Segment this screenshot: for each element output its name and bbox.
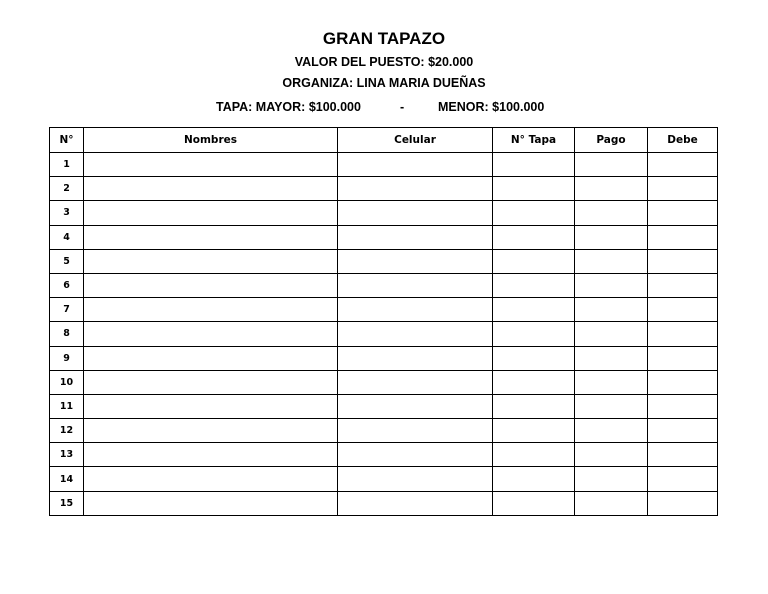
table-row — [50, 419, 718, 443]
tapa-separator: - — [400, 100, 405, 114]
celular-cell[interactable] — [338, 153, 493, 177]
celular-cell[interactable] — [338, 467, 493, 491]
celular-cell[interactable] — [338, 177, 493, 201]
pago-cell[interactable] — [575, 201, 648, 225]
row-number: 12 — [50, 419, 84, 443]
valor-puesto: VALOR DEL PUESTO: $20.000 — [294, 55, 474, 69]
col-header-tapa: N° Tapa — [493, 128, 575, 153]
nombres-cell[interactable] — [84, 201, 338, 225]
tapa-menor: MENOR: $100.000 — [438, 100, 545, 114]
pago-cell[interactable] — [575, 394, 648, 418]
nombres-cell[interactable] — [84, 419, 338, 443]
nombres-cell[interactable] — [84, 273, 338, 297]
table-row — [50, 225, 718, 249]
nombres-cell[interactable] — [84, 370, 338, 394]
pago-cell[interactable] — [575, 491, 648, 515]
pago-cell[interactable] — [575, 346, 648, 370]
debe-cell[interactable] — [648, 394, 718, 418]
debe-cell[interactable] — [648, 273, 718, 297]
row-number: 11 — [50, 394, 84, 418]
row-number: 15 — [50, 491, 84, 515]
table-row — [50, 443, 718, 467]
tapa-cell[interactable] — [493, 225, 575, 249]
pago-cell[interactable] — [575, 443, 648, 467]
table-row — [50, 467, 718, 491]
celular-cell[interactable] — [338, 346, 493, 370]
tapa-cell[interactable] — [493, 177, 575, 201]
col-header-celular: Celular — [338, 128, 493, 153]
table-row — [50, 177, 718, 201]
table-row — [50, 298, 718, 322]
table-row — [50, 273, 718, 297]
table-row — [50, 370, 718, 394]
debe-cell[interactable] — [648, 467, 718, 491]
pago-cell[interactable] — [575, 177, 648, 201]
pago-cell[interactable] — [575, 467, 648, 491]
debe-cell[interactable] — [648, 201, 718, 225]
table-row — [50, 201, 718, 225]
row-number: 7 — [50, 298, 84, 322]
tapa-cell[interactable] — [493, 467, 575, 491]
registration-table — [49, 127, 718, 516]
pago-cell[interactable] — [575, 298, 648, 322]
table-row — [50, 153, 718, 177]
tapa-cell[interactable] — [493, 273, 575, 297]
pago-cell[interactable] — [575, 419, 648, 443]
nombres-cell[interactable] — [84, 443, 338, 467]
celular-cell[interactable] — [338, 491, 493, 515]
pago-cell[interactable] — [575, 249, 648, 273]
celular-cell[interactable] — [338, 249, 493, 273]
pago-cell[interactable] — [575, 225, 648, 249]
tapa-cell[interactable] — [493, 394, 575, 418]
tapa-cell[interactable] — [493, 201, 575, 225]
tapa-cell[interactable] — [493, 491, 575, 515]
row-number: 14 — [50, 467, 84, 491]
nombres-cell[interactable] — [84, 467, 338, 491]
debe-cell[interactable] — [648, 370, 718, 394]
debe-cell[interactable] — [648, 298, 718, 322]
celular-cell[interactable] — [338, 225, 493, 249]
table-row — [50, 249, 718, 273]
row-number: 10 — [50, 370, 84, 394]
tapa-cell[interactable] — [493, 419, 575, 443]
row-number: 8 — [50, 322, 84, 346]
page-title: GRAN TAPAZO — [322, 29, 446, 48]
row-number: 9 — [50, 346, 84, 370]
tapa-cell[interactable] — [493, 443, 575, 467]
col-header-nombres: Nombres — [84, 128, 338, 153]
nombres-cell[interactable] — [84, 346, 338, 370]
tapa-cell[interactable] — [493, 346, 575, 370]
debe-cell[interactable] — [648, 419, 718, 443]
row-number: 4 — [50, 225, 84, 249]
debe-cell[interactable] — [648, 443, 718, 467]
tapa-mayor: TAPA: MAYOR: $100.000 — [216, 100, 361, 114]
pago-cell[interactable] — [575, 370, 648, 394]
celular-cell[interactable] — [338, 394, 493, 418]
table-row — [50, 346, 718, 370]
debe-cell[interactable] — [648, 225, 718, 249]
celular-cell[interactable] — [338, 273, 493, 297]
row-number: 2 — [50, 177, 84, 201]
celular-cell[interactable] — [338, 322, 493, 346]
row-number: 3 — [50, 201, 84, 225]
tapa-cell[interactable] — [493, 153, 575, 177]
table-row — [50, 394, 718, 418]
table-row — [50, 491, 718, 515]
debe-cell[interactable] — [648, 346, 718, 370]
debe-cell[interactable] — [648, 491, 718, 515]
nombres-cell[interactable] — [84, 153, 338, 177]
debe-cell[interactable] — [648, 322, 718, 346]
nombres-cell[interactable] — [84, 322, 338, 346]
celular-cell[interactable] — [338, 419, 493, 443]
celular-cell[interactable] — [338, 370, 493, 394]
debe-cell[interactable] — [648, 177, 718, 201]
row-number: 5 — [50, 249, 84, 273]
tapa-cell[interactable] — [493, 249, 575, 273]
nombres-cell[interactable] — [84, 225, 338, 249]
celular-cell[interactable] — [338, 298, 493, 322]
nombres-cell[interactable] — [84, 491, 338, 515]
pago-cell[interactable] — [575, 153, 648, 177]
nombres-cell[interactable] — [84, 177, 338, 201]
debe-cell[interactable] — [648, 249, 718, 273]
col-header-numero: N° — [50, 128, 84, 153]
debe-cell[interactable] — [648, 153, 718, 177]
tapa-cell[interactable] — [493, 298, 575, 322]
nombres-cell[interactable] — [84, 298, 338, 322]
row-number: 6 — [50, 273, 84, 297]
pago-cell[interactable] — [575, 322, 648, 346]
table-header-row — [50, 128, 718, 153]
col-header-pago: Pago — [575, 128, 648, 153]
nombres-cell[interactable] — [84, 394, 338, 418]
organiza: ORGANIZA: LINA MARIA DUEÑAS — [282, 76, 486, 90]
row-number: 1 — [50, 153, 84, 177]
row-number: 13 — [50, 443, 84, 467]
col-header-debe: Debe — [648, 128, 718, 153]
tapa-cell[interactable] — [493, 322, 575, 346]
nombres-cell[interactable] — [84, 249, 338, 273]
table-row — [50, 322, 718, 346]
celular-cell[interactable] — [338, 201, 493, 225]
tapa-cell[interactable] — [493, 370, 575, 394]
celular-cell[interactable] — [338, 443, 493, 467]
pago-cell[interactable] — [575, 273, 648, 297]
